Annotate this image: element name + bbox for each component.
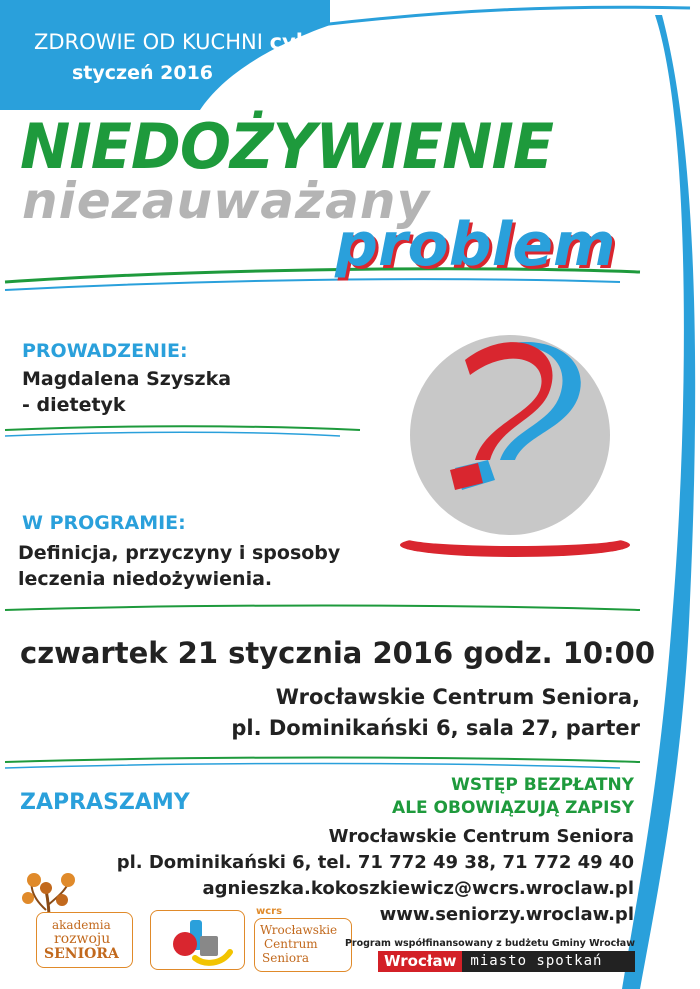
free-entry-notice: WSTĘP BEZPŁATNY xyxy=(451,775,634,795)
event-venue-line2: pl. Dominikański 6, sala 27, parter xyxy=(231,716,640,740)
program-label: W PROGRAMIE: xyxy=(22,512,186,534)
series-title: ZDROWIE OD KUCHNI cykl xyxy=(34,30,317,54)
event-datetime: czwartek 21 stycznia 2016 godz. 10:00 xyxy=(20,636,655,670)
series-date: styczeń 2016 xyxy=(72,62,214,84)
contact-address-phone: pl. Dominikański 6, tel. 71 772 49 38, 71 772 49 40 xyxy=(116,852,634,873)
academy-logo: akademia rozwoju SENIORA xyxy=(14,910,134,970)
wcrs-logo: wcrs Wrocławskie Centrum Seniora xyxy=(252,910,352,970)
main-title: NIEDOŻYWIENIE xyxy=(20,110,553,183)
signup-notice: ALE OBOWIĄZUJĄ ZAPISY xyxy=(392,798,634,818)
program-text-line2: leczenia niedożywienia. xyxy=(18,568,273,590)
lead-role: - dietetyk xyxy=(22,394,126,416)
city-brand-bar xyxy=(378,951,635,972)
contact-website[interactable]: www.seniorzy.wroclaw.pl xyxy=(379,904,634,925)
lead-name: Magdalena Szyszka xyxy=(22,368,232,390)
subtitle: niezauważany xyxy=(22,172,431,230)
contact-email[interactable]: agnieszka.kokoszkiewicz@wcrs.wroclaw.pl xyxy=(202,878,634,899)
program-text-line1: Definicja, przyczyny i sposoby xyxy=(18,542,341,564)
invite-heading: ZAPRASZAMY xyxy=(20,790,190,815)
fruit-icon xyxy=(160,914,235,966)
lead-label: PROWADZENIE: xyxy=(22,340,188,362)
nutrition-logo xyxy=(150,910,245,970)
cofunding-note: Program współfinansowany z budżetu Gminy Wrocław xyxy=(344,938,635,949)
city-name: Wrocław xyxy=(378,951,462,972)
emphasis-word: problem xyxy=(335,210,616,280)
contact-organization: Wrocławskie Centrum Seniora xyxy=(328,826,634,847)
question-mark-illustration xyxy=(400,320,650,565)
city-motto: miasto spotkań xyxy=(462,951,635,972)
event-venue-line1: Wrocławskie Centrum Seniora, xyxy=(275,685,640,709)
